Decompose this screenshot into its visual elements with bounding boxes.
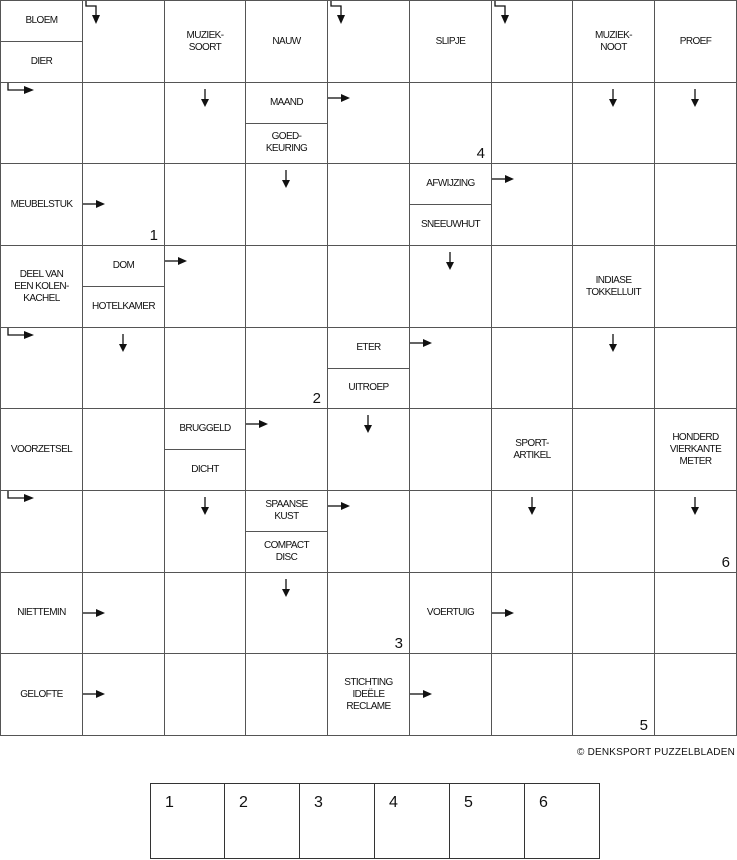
- clue-text: DEEL VAN EEN KOLEN- KACHEL: [14, 268, 69, 304]
- clue-cell: [245, 82, 328, 164]
- clue-cell: [0, 572, 83, 654]
- clue-cell: [0, 245, 83, 328]
- arrow-down-icon: [362, 414, 374, 434]
- clue-cell: [0, 0, 83, 83]
- answer-cell[interactable]: [654, 245, 737, 328]
- answer-cell[interactable]: [164, 490, 246, 573]
- solution-marker-number: 1: [149, 227, 158, 244]
- answer-cell[interactable]: [491, 327, 573, 409]
- clue-text: SPAANSE KUST: [265, 499, 308, 522]
- clue-text: SLIPJE: [435, 35, 466, 47]
- solution-boxes: [150, 783, 600, 860]
- arrow-down-icon: [280, 169, 292, 189]
- clue-cell: [0, 163, 83, 246]
- arrow-right-icon: [82, 198, 106, 210]
- copyright-text: © DENKSPORT PUZZELBLADEN: [577, 747, 735, 758]
- answer-cell[interactable]: [491, 163, 573, 246]
- solution-box-2[interactable]: [225, 783, 300, 859]
- answer-cell[interactable]: [409, 245, 492, 328]
- answer-cell[interactable]: [164, 82, 246, 164]
- clue-text: HONDERD VIERKANTE METER: [669, 431, 722, 467]
- answer-cell[interactable]: [245, 572, 328, 654]
- clue-cell: [245, 0, 328, 83]
- arrow-down-icon: [607, 88, 619, 108]
- arrow-down-icon: [689, 496, 701, 516]
- clue-text: MUZIEK- SOORT: [186, 29, 224, 53]
- answer-cell[interactable]: [0, 327, 83, 409]
- clue-text: VOERTUIG: [426, 607, 475, 618]
- solution-marker-number: 4: [476, 145, 485, 162]
- answer-cell[interactable]: [572, 82, 655, 164]
- clue-text: INDIASE TOKKELLUIT: [586, 274, 641, 298]
- solution-box-3[interactable]: [300, 783, 375, 859]
- answer-cell[interactable]: [82, 572, 165, 654]
- arrow-right-icon: [7, 328, 35, 342]
- clue-cell: [572, 245, 655, 328]
- answer-cell[interactable]: [654, 82, 737, 164]
- arrow-right-icon: [409, 688, 433, 700]
- arrow-right-icon: [7, 491, 35, 505]
- clue-cell: [654, 408, 737, 491]
- clue-text: SNEEUWHUT: [410, 204, 491, 245]
- solution-number: 6: [539, 794, 548, 811]
- clue-cell: [164, 408, 246, 491]
- clue-text: DICHT: [165, 449, 245, 490]
- answer-cell[interactable]: [654, 490, 737, 573]
- clue-cell: [245, 490, 328, 573]
- answer-cell[interactable]: [245, 408, 328, 491]
- clue-text: NIETTEMIN: [17, 607, 66, 618]
- clue-text: COMPACT DISC: [246, 531, 327, 572]
- answer-cell[interactable]: [245, 327, 328, 409]
- solution-box-1[interactable]: [150, 783, 225, 859]
- answer-cell[interactable]: [164, 245, 246, 328]
- answer-cell[interactable]: [409, 327, 492, 409]
- clue-cell: [0, 653, 83, 736]
- answer-cell[interactable]: [572, 572, 655, 654]
- solution-number: 1: [165, 794, 174, 811]
- arrow-down-icon: [199, 496, 211, 516]
- clue-text: NAUW: [272, 35, 301, 47]
- clue-text: DIER: [1, 41, 82, 82]
- answer-cell[interactable]: [164, 572, 246, 654]
- clue-text: MAAND: [269, 96, 304, 108]
- arrow-right-icon: [82, 688, 106, 700]
- arrow-right-icon: [409, 337, 433, 349]
- clue-text: GELOFTE: [20, 688, 63, 700]
- solution-marker-number: 2: [312, 390, 321, 407]
- answer-cell[interactable]: [82, 408, 165, 491]
- answer-cell[interactable]: [572, 490, 655, 573]
- arrow-right-icon: [327, 92, 351, 104]
- answer-cell[interactable]: [245, 653, 328, 736]
- arrow-down-icon: [117, 333, 129, 353]
- arrow-down-icon: [85, 1, 103, 25]
- clue-text: ETER: [356, 341, 381, 353]
- answer-cell[interactable]: [654, 163, 737, 246]
- answer-cell[interactable]: [82, 490, 165, 573]
- answer-cell[interactable]: [82, 0, 165, 83]
- clue-cell: [82, 245, 165, 328]
- arrow-right-icon: [164, 255, 188, 267]
- clue-text: AFWIJZING: [426, 178, 475, 189]
- clue-cell: [572, 0, 655, 83]
- answer-cell[interactable]: [654, 327, 737, 409]
- clue-cell: [409, 572, 492, 654]
- solution-box-4[interactable]: [375, 783, 450, 859]
- answer-cell[interactable]: [0, 490, 83, 573]
- clue-cell: [409, 163, 492, 246]
- answer-cell[interactable]: [82, 327, 165, 409]
- answer-cell[interactable]: [654, 653, 737, 736]
- solution-number: 2: [239, 794, 248, 811]
- answer-cell[interactable]: [0, 82, 83, 164]
- clue-text: SPORT- ARTIKEL: [513, 437, 551, 461]
- answer-cell[interactable]: [82, 163, 165, 246]
- arrow-right-icon: [491, 607, 515, 619]
- clue-cell: [327, 653, 410, 736]
- answer-cell[interactable]: [164, 163, 246, 246]
- arrow-down-icon: [607, 333, 619, 353]
- answer-cell[interactable]: [409, 653, 492, 736]
- clue-text: DOM: [112, 260, 135, 271]
- arrow-right-icon: [82, 607, 106, 619]
- solution-number: 3: [314, 794, 323, 811]
- answer-cell[interactable]: [491, 572, 573, 654]
- answer-cell[interactable]: [409, 82, 492, 164]
- solution-number: 5: [464, 794, 473, 811]
- arrow-down-icon: [444, 251, 456, 271]
- answer-cell[interactable]: [491, 490, 573, 573]
- solution-marker-number: 5: [639, 717, 648, 734]
- arrow-right-icon: [491, 173, 515, 185]
- arrow-down-icon: [526, 496, 538, 516]
- clue-text: GOED- KEURING: [246, 123, 327, 164]
- solution-box-5[interactable]: [450, 783, 525, 859]
- answer-cell[interactable]: [327, 163, 410, 246]
- solution-box-6[interactable]: [525, 783, 600, 859]
- clue-text: HOTELKAMER: [83, 286, 164, 327]
- answer-cell[interactable]: [491, 245, 573, 328]
- answer-cell[interactable]: [654, 572, 737, 654]
- answer-cell[interactable]: [327, 82, 410, 164]
- clue-text: VOORZETSEL: [10, 443, 73, 455]
- answer-cell[interactable]: [491, 653, 573, 736]
- clue-text: BLOEM: [25, 15, 58, 26]
- clue-cell: [491, 408, 573, 491]
- arrow-down-icon: [494, 1, 512, 25]
- solution-number: 4: [389, 794, 398, 811]
- arrow-right-icon: [245, 418, 269, 430]
- answer-cell[interactable]: [82, 82, 165, 164]
- clue-text: BRUGGELD: [179, 423, 231, 434]
- clue-cell: [654, 0, 737, 83]
- answer-cell[interactable]: [491, 82, 573, 164]
- answer-cell[interactable]: [327, 572, 410, 654]
- arrow-down-icon: [330, 1, 348, 25]
- arrow-right-icon: [327, 500, 351, 512]
- arrow-down-icon: [199, 88, 211, 108]
- answer-cell[interactable]: [409, 490, 492, 573]
- clue-cell: [327, 327, 410, 409]
- clue-text: MUZIEK- NOOT: [595, 29, 632, 53]
- clue-text: PROEF: [679, 35, 712, 47]
- solution-marker-number: 6: [721, 554, 730, 571]
- clue-text: MEUBELSTUK: [10, 198, 73, 210]
- answer-cell[interactable]: [572, 653, 655, 736]
- clue-text: STICHTING IDEËLE RECLAME: [344, 676, 393, 712]
- clue-text: UITROEP: [328, 368, 409, 409]
- arrow-down-icon: [689, 88, 701, 108]
- answer-cell[interactable]: [491, 0, 573, 83]
- answer-cell[interactable]: [245, 245, 328, 328]
- answer-cell[interactable]: [327, 245, 410, 328]
- clue-cell: [164, 0, 246, 83]
- answer-cell[interactable]: [327, 0, 410, 83]
- answer-cell[interactable]: [82, 653, 165, 736]
- answer-cell[interactable]: [245, 163, 328, 246]
- answer-cell[interactable]: [572, 327, 655, 409]
- answer-cell[interactable]: [164, 327, 246, 409]
- solution-marker-number: 3: [394, 635, 403, 652]
- answer-cell[interactable]: [327, 408, 410, 491]
- answer-cell[interactable]: [409, 408, 492, 491]
- clue-cell: [409, 0, 492, 83]
- answer-cell[interactable]: [327, 490, 410, 573]
- answer-cell[interactable]: [572, 408, 655, 491]
- arrow-right-icon: [7, 83, 35, 97]
- answer-cell[interactable]: [164, 653, 246, 736]
- clue-cell: [0, 408, 83, 491]
- answer-cell[interactable]: [572, 163, 655, 246]
- arrow-down-icon: [280, 578, 292, 598]
